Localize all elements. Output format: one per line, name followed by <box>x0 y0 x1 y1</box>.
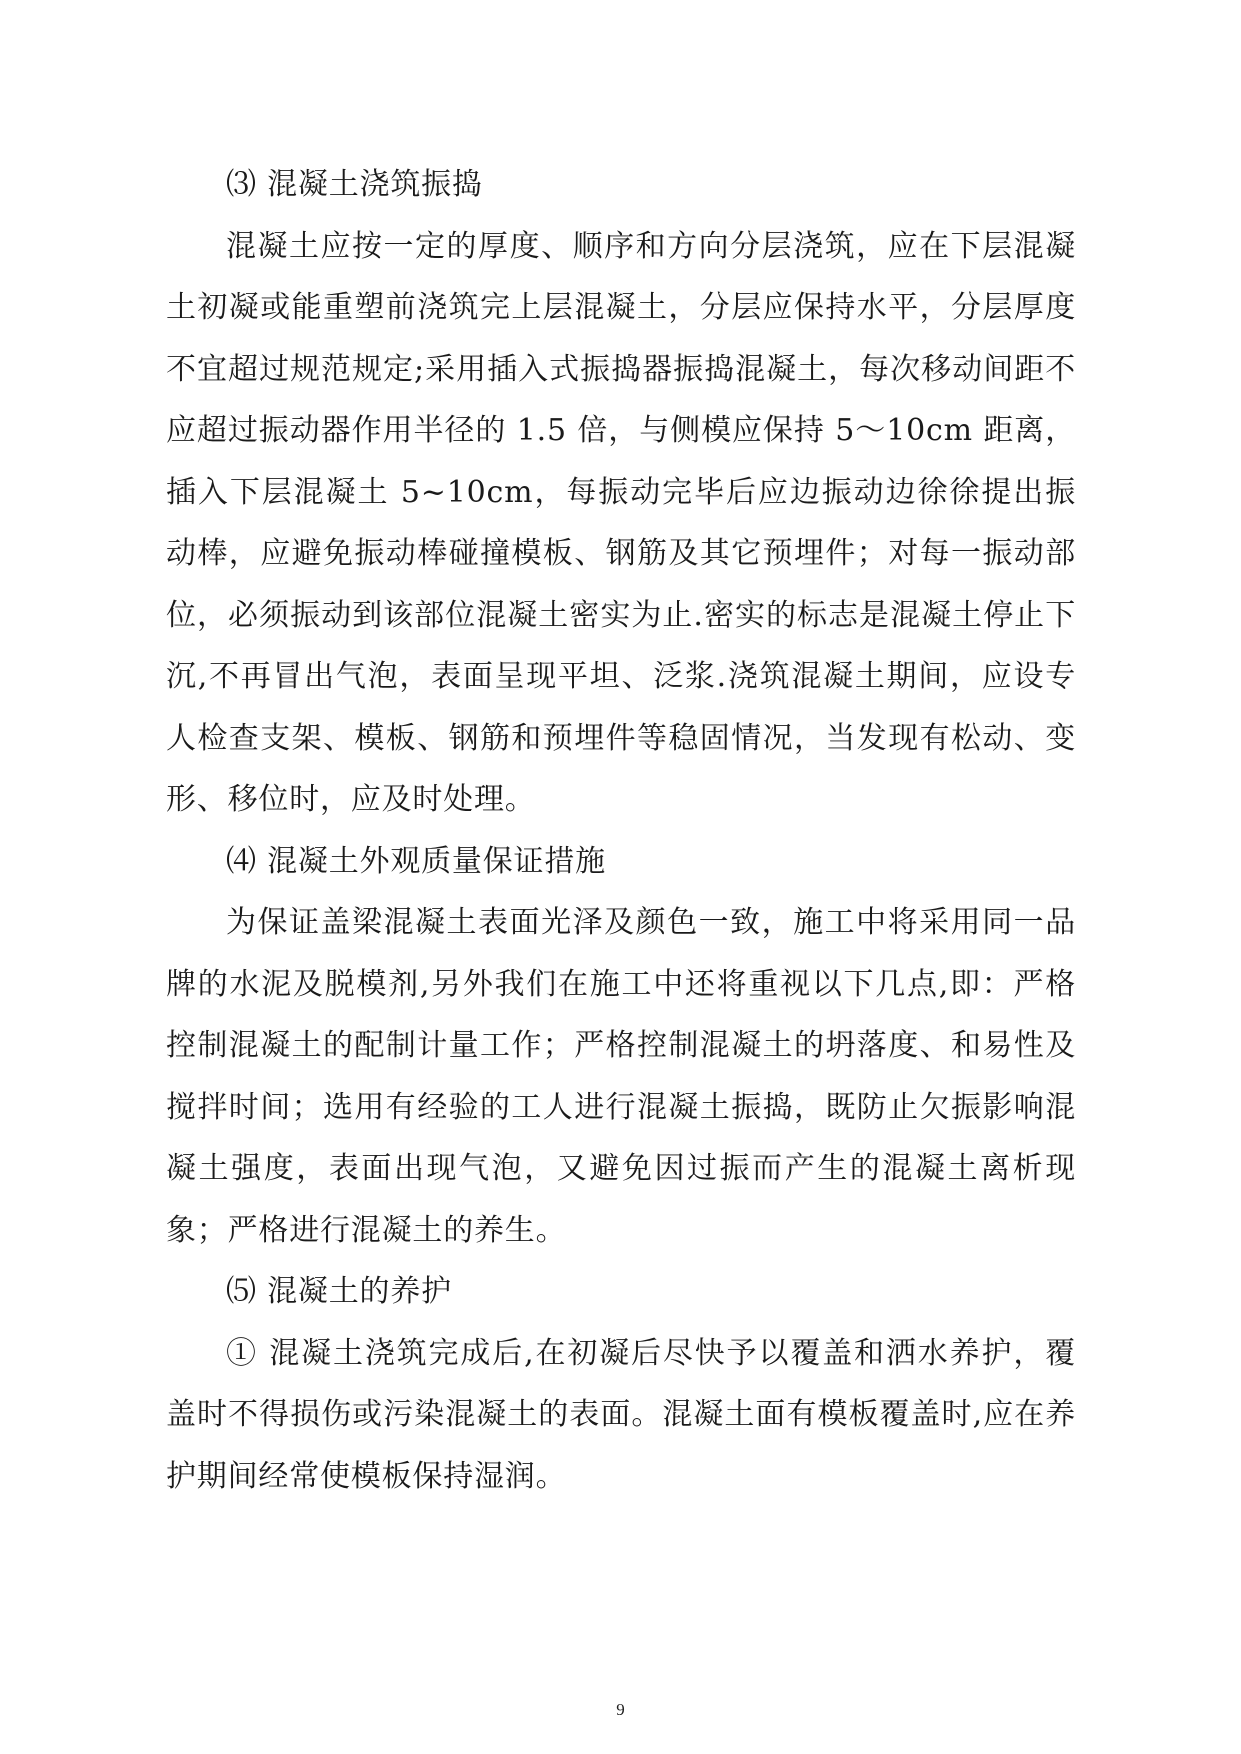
page-number: 9 <box>616 1700 625 1719</box>
paragraph-appearance-quality: 为保证盖梁混凝土表面光泽及颜色一致，施工中将采用同一品牌的水泥及脱模剂,另外我们在施工中还将重视以下几点,即：严格控制混凝土的配制计量工作；严格控制混凝土的坍落度、和易性及搅拌时间；选用有经验的工人进行混凝土振捣，既防止欠振影响混凝土强度，表面出现气泡，又避免因过振而产生的混凝土离析现象；严格进行混凝土的养生。 <box>166 905 1076 1248</box>
section-heading-3: ⑶ 混凝土浇筑振捣 <box>226 167 483 202</box>
paragraph-curing: ① 混凝土浇筑完成后,在初凝后尽快予以覆盖和洒水养护，覆盖时不得损伤或污染混凝土的表面。混凝土面有模板覆盖时,应在养护期间经常使模板保持湿润。 <box>166 1335 1076 1494</box>
section-heading-5: ⑸ 混凝土的养护 <box>226 1274 452 1309</box>
section-heading-4: ⑷ 混凝土外观质量保证措施 <box>226 843 606 879</box>
body-text <box>166 154 1076 1507</box>
paragraph-pouring-vibration: 混凝土应按一定的厚度、顺序和方向分层浇筑，应在下层混凝土初凝或能重塑前浇筑完上层混凝土，分层应保持水平，分层厚度不宜超过规范规定;采用插入式振捣器振捣混凝土，每次移动间距不应超过振动器作用半径的 1.5 倍，与侧模应保持 5～10cm 距离，插入下层混凝土 5~10cm，每振动完毕后应边振动边徐徐提出振动棒，应避免振动棒碰撞模板、钢筋及其它预埋件；对每一振动部位，必须振动到该部位混凝土密实为止.密实的标志是混凝土停止下沉,不再冒出气泡，表面呈现平坦、泛浆.浇筑混凝土期间，应设专人检查支架、模板、钢筋和预埋件等稳固情况，当发现有松动、变形、移位时，应及时处理。 <box>166 228 1076 817</box>
